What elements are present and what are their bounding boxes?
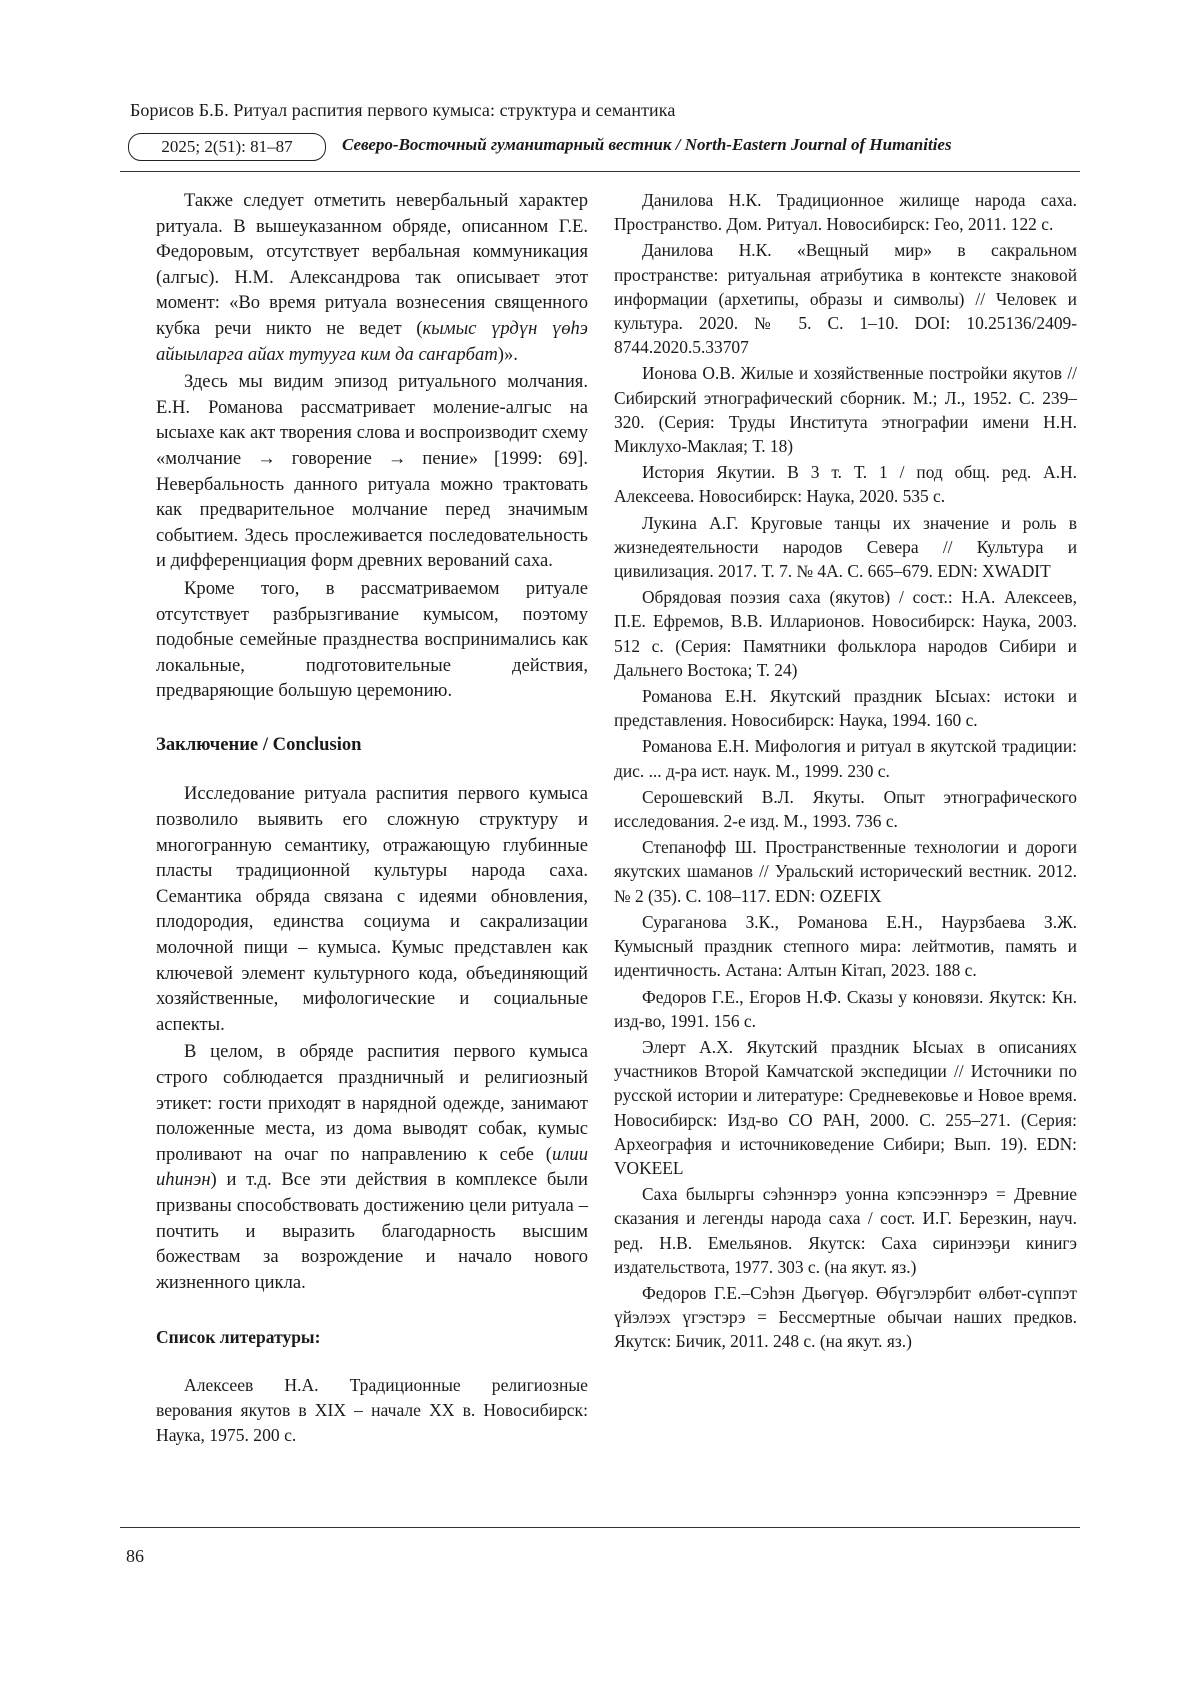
yakut-term: илии иһинэн — [156, 1143, 588, 1191]
conclusion-heading: Заключение / Conclusion — [156, 733, 362, 755]
left-column — [156, 188, 588, 1450]
reference-item: Степанофф Ш. Пространственные технологии и дороги якутских шаманов // Уральский исторический вестник. 2012. № 2 (35). С. 108–117. EDN: OZEFIX — [614, 837, 1077, 906]
reference-item: Данилова Н.К. Традиционное жилище народа саха. Пространство. Дом. Ритуал. Новосибирск: Гео, 2011. 122 с. — [614, 190, 1077, 235]
reference-item: Романова Е.Н. Мифология и ритуал в якутской традиции: дис. ... д-ра ист. наук. М., 1999. 230 с. — [614, 736, 1077, 781]
reference-item: Обрядовая поэзия саха (якутов) / сост.: Н.А. Алексеев, П.Е. Ефремов, В.В. Илларионов. Новосибирск: Наука, 2003. 512 с. (Серия: Памятники фольклора народов Сибири и Дальнего Востока; Т. 24) — [614, 587, 1077, 680]
page-number: 86 — [126, 1546, 144, 1566]
paragraph-text: В целом, в обряде распития первого кумыса строго соблюдается праздничный и религиозный этикет: гости приходят в нарядной одежде, занимают положенные места, из дома выводят собак, кумыс проливают на очаг по направлению к себе ( — [156, 1041, 588, 1165]
reference-item: Федоров Г.Е.–Сэһэн Дьөгүөр. Өбүгэлэрбит өлбөт-сүппэт үйэлээх үгэстэрэ = Бессмертные обычаи наших предков. Якутск: Бичик, 2011. 248 с. (на якут. яз.) — [614, 1282, 1077, 1352]
references-heading: Список литературы: — [156, 1327, 321, 1348]
paragraph-conclusion: Исследование ритуала распития первого кумыса позволило выявить его сложную структуру и многогранную семантику, отражающую глубинные пласты традиционной культуры народа саха. Семантика обряда связана с идеями обновления, плодородия, единства социума и сакрализации молочной пищи – кумыса. Кумыс представлен как ключевой элемент культурного кода, объединяющий хозяйственные, мифологические и социальные аспекты. — [156, 783, 588, 1035]
reference-item: Серошевский В.Л. Якуты. Опыт этнографического исследования. 2-е изд. М., 1993. 736 с. — [614, 786, 1077, 832]
paragraph-sprinkling: Кроме того, в рассматриваемом ритуале отсутствует разбрызгивание кумысом, поэтому подобные семейные празднества воспринимались как локальные, подготовительные действия, предваряющие большую церемонию. — [156, 577, 588, 702]
right-column — [614, 188, 1077, 1356]
yakut-quote: кымыс үрдүн үөһэ айыыларга айах тутууга ким да саҥарбат — [156, 317, 588, 365]
paragraph-silence: Здесь мы видим эпизод ритуального молчания. Е.Н. Романова рассматривает моление-алгыс на ысыахе как акт творения слова и воспроизводит схему «молчание → говорение → пение» [1999: 69]. Невербальность данного ритуала можно трактовать как предварительное молчание перед значимым событием. Здесь прослеживается последовательность и дифференциация форм древних верований саха. — [156, 371, 588, 572]
paragraph-nonverbal — [156, 188, 588, 367]
reference-item: Элерт А.Х. Якутский праздник Ысыах в описаниях участников Второй Камчатской экспедиции // Источники по русской истории и литературе: Средневековье и Новое время. Новосибирск: Изд-во СО РАН, 2000. С. 255–271. (Серия: Археография и источниковедение Сибири; Вып. 19). EDN: VOKEEL — [614, 1036, 1077, 1178]
reference-item: Федоров Г.Е., Егоров Н.Ф. Сказы у коновязи. Якутск: Кн. изд-во, 1991. 156 с. — [614, 986, 1077, 1031]
paragraph-text: )». — [497, 343, 518, 365]
running-title: Борисов Б.Б. Ритуал распития первого кумыса: структура и семантика — [130, 100, 676, 120]
reference-item: Алексеев Н.А. Традиционные религиозные верования якутов в XIX – начале XX в. Новосибирск: Наука, 1975. 200 с. — [156, 1374, 588, 1445]
reference-item: Романова Е.Н. Якутский праздник Ысыах: истоки и представления. Новосибирск: Наука, 1994. 160 с. — [614, 686, 1077, 731]
paragraph-text: Также следует отметить невербальный характер ритуала. В вышеуказанном обряде, описанном Г.Е. Федоровым, отсутствует вербальная коммуникация (алгыс). Н.М. Александрова так описывает этот момент: «Во время ритуала вознесения священного кубка речи никто не ведет ( — [156, 190, 588, 339]
journal-header — [128, 133, 1078, 163]
journal-title: Северо-Восточный гуманитарный вестник / North-Eastern Journal of Humanities — [342, 135, 952, 154]
footer-divider — [120, 1527, 1080, 1528]
reference-item: Данилова Н.К. «Вещный мир» в сакральном пространстве: ритуальная атрибутика в контексте знаковой информации (архетипы, образы и символы) // Человек и культура. 2020. № 5. С. 1–10. DOI: 10.25136/2409-8744.2020.5.33707 — [614, 240, 1077, 358]
reference-item: Ионова О.В. Жилые и хозяйственные постройки якутов // Сибирский этнографический сборник. М.; Л., 1952. С. 239–320. (Серия: Труды Института этнографии имени Н.Н. Миклухо-Маклая; Т. 18) — [614, 363, 1077, 457]
paragraph-etiquette — [156, 1039, 588, 1295]
reference-item: Лукина А.Г. Круговые танцы их значение и роль в жизнедеятельности народов Севера // Культура и цивилизация. 2017. Т. 7. № 4А. С. 665–679. EDN: XWADIT — [614, 512, 1077, 582]
reference-item: История Якутии. В 3 т. Т. 1 / под общ. ред. А.Н. Алексеева. Новосибирск: Наука, 2020. 535 с. — [614, 462, 1077, 507]
issue-badge: 2025; 2(51): 81–87 — [128, 133, 326, 161]
header-divider — [120, 171, 1080, 172]
reference-item: Саха былыргы сэһэннэрэ уонна кэпсээннэрэ = Древние сказания и легенды народа саха / сост. И.Г. Березкин, науч. ред. Н.В. Емельянов. Якутск: Саха сиринээҕи кинигэ издательствота, 1977. 303 с. (на якут. яз.) — [614, 1184, 1077, 1277]
paragraph-text: ) и т.д. Все эти действия в комплексе были призваны способствовать достижению цели ритуала – почтить и выразить благодарность высшим божествам за возрождение и начало нового жизненного цикла. — [156, 1169, 588, 1293]
reference-item: Сураганова З.К., Романова Е.Н., Наурзбаева З.Ж. Кумысный праздник степного мира: лейтмотив, память и идентичность. Астана: Алтын Кітап, 2023. 188 с. — [614, 911, 1077, 981]
